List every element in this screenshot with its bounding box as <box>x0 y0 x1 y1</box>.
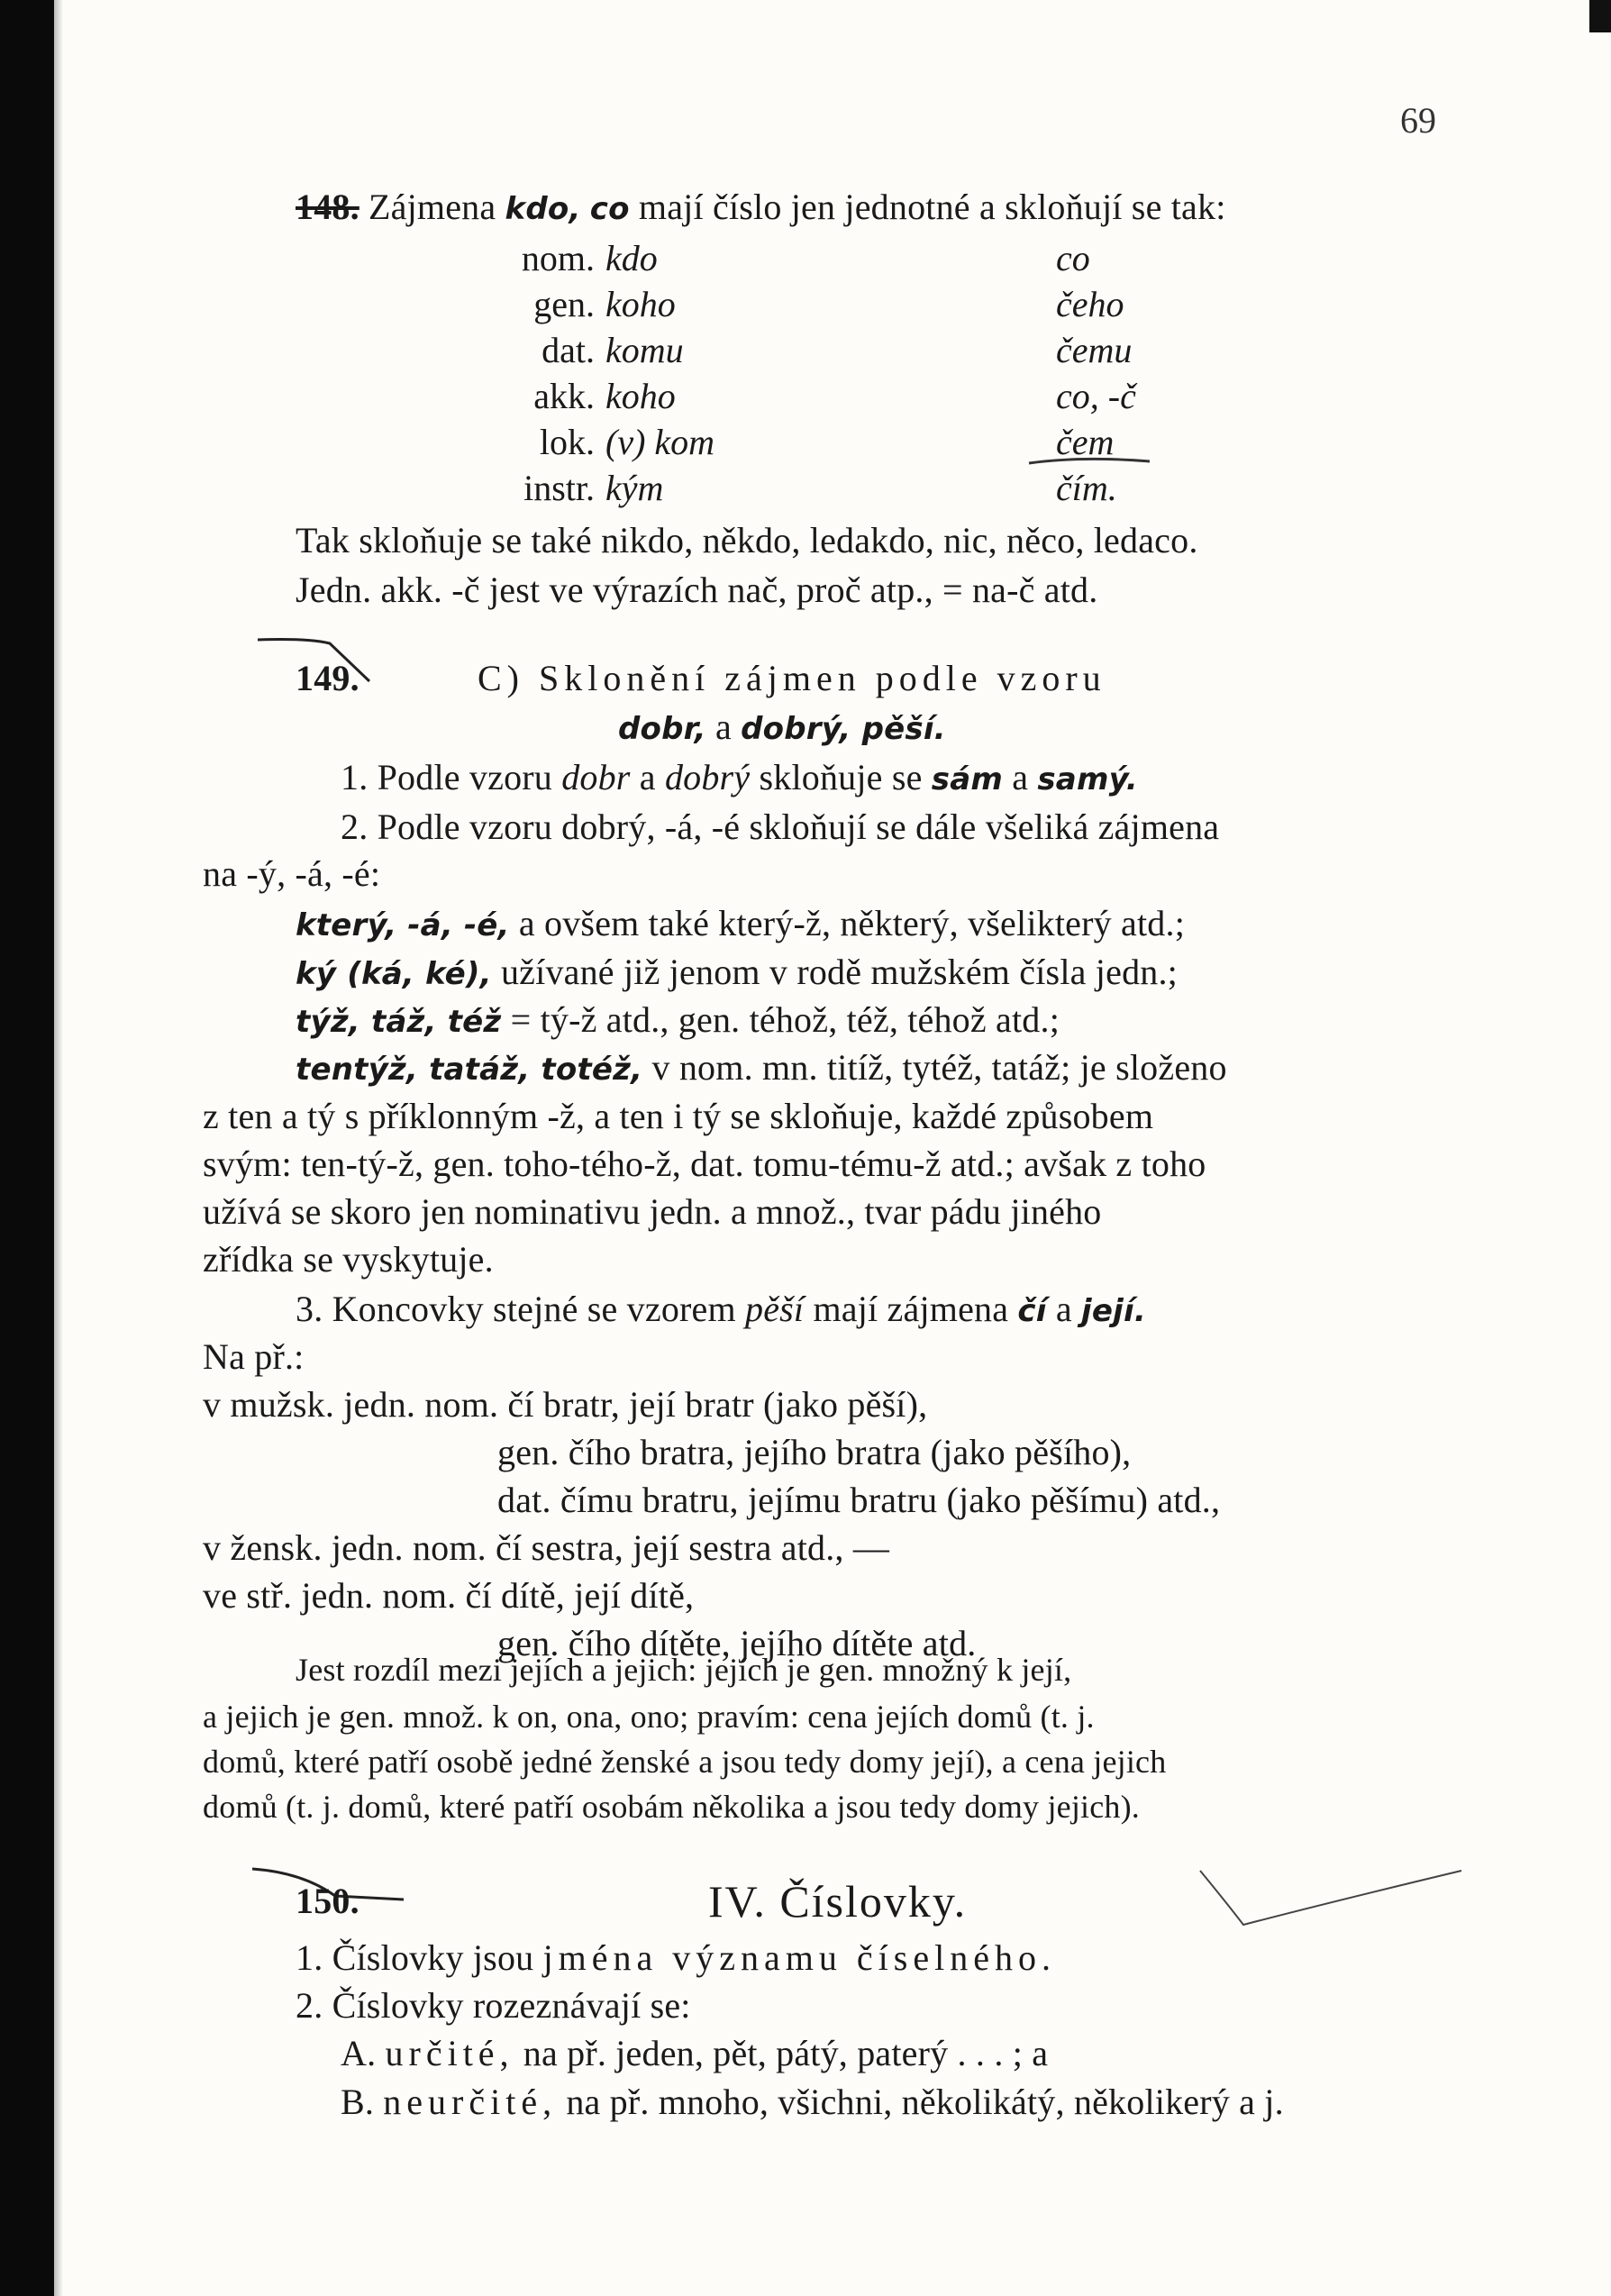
section-number: 149. <box>296 658 360 698</box>
text: a <box>1012 757 1029 797</box>
section-149-heading <box>296 656 360 701</box>
text: v nom. mn. titíž, tytéž, tatáž; je složeno <box>651 1047 1227 1088</box>
case-label: nom. <box>521 238 595 278</box>
paragraph-line <box>296 950 1178 997</box>
italic-term: dobr <box>561 757 631 797</box>
spaced-text: jména významu číselného. <box>542 1937 1056 1978</box>
bold-term: samý. <box>1037 761 1138 797</box>
paragraph-line: z ten a tý s příklonným -ž, a ten i tý se skloňuje, každé způsobem <box>203 1096 1154 1136</box>
text: na př. jeden, pět, pátý, paterý . . . ; a <box>523 2033 1049 2073</box>
section-title: IV. Číslovky. <box>708 1876 968 1927</box>
italic-term: dobrý <box>664 757 751 797</box>
paragraph-line <box>341 2080 1284 2125</box>
text: na př. mnoho, všichni, několikátý, několikerý a j. <box>566 2082 1284 2122</box>
scan-left-edge <box>0 0 54 2296</box>
note-line: Jest rozdíl mezi jejích a jejich: jejích je gen. množný k její, <box>296 1652 1072 1688</box>
kdo-form: (v) kom <box>605 422 715 462</box>
case-label: instr. <box>523 468 595 508</box>
text: užívané již jenom v rodě mužském čísla jedn.; <box>500 952 1178 992</box>
paragraph-line <box>296 998 1060 1044</box>
text: a <box>639 757 656 797</box>
paragraph-line: Tak skloňuje se také nikdo, někdo, ledakdo, nic, něco, ledaco. <box>296 520 1198 560</box>
bold-term: tentýž, tatáž, totéž, <box>296 1052 643 1088</box>
paragraph-line: na -ý, -á, -é: <box>203 853 381 894</box>
kdo-form: komu <box>605 330 684 370</box>
section-148-header <box>296 185 1226 232</box>
co-form: čeho <box>1056 284 1124 324</box>
paragraph-line <box>296 901 1185 948</box>
text: 3. Koncovky stejné se vzorem <box>296 1289 736 1329</box>
pattern-dobr: dobr, <box>618 711 706 747</box>
paragraph-line <box>341 2031 1048 2076</box>
pattern-dobry-pesi: dobrý, pěší. <box>741 711 946 747</box>
paragraph-line: Jedn. akk. -č jest ve výrazích nač, proč atp., = na-č atd. <box>296 569 1098 610</box>
note-line: domů, které patří osobě jedné ženské a jsou tedy domy její), a cena jejich <box>203 1744 1167 1780</box>
scan-top-right-corner <box>1589 0 1611 32</box>
case-label: dat. <box>542 330 595 370</box>
text: = tý-ž atd., gen. téhož, též, téhož atd.; <box>510 999 1060 1040</box>
paragraph-line: svým: ten-tý-ž, gen. toho-tého-ž, dat. tomu-tému-ž atd.; avšak z toho <box>203 1143 1206 1184</box>
intro-rest: mají číslo jen jednotné a skloňují se tak: <box>638 187 1226 227</box>
text: B. <box>341 2082 375 2122</box>
example-line: gen. čího dítěte, jejího dítěte atd. <box>497 1623 977 1663</box>
co-form: čem <box>1056 422 1115 462</box>
text: a <box>1055 1289 1072 1329</box>
case-label: akk. <box>533 376 595 416</box>
spaced-text: neurčité, <box>383 2082 558 2122</box>
example-line: dat. čímu bratru, jejímu bratru (jako pěšímu) atd., <box>497 1480 1221 1520</box>
paragraph-line <box>296 1045 1227 1092</box>
spaced-text: určité, <box>385 2033 514 2073</box>
bold-term: její. <box>1081 1293 1146 1329</box>
text: skloňuje se <box>759 757 923 797</box>
paragraph-line: Na př.: <box>203 1336 305 1377</box>
text: A. <box>341 2033 377 2073</box>
section-number: 150. <box>296 1881 360 1921</box>
note-line: a jejich je gen. množ. k on, ona, ono; pravím: cena jejích domů (t. j. <box>203 1699 1095 1735</box>
paragraph-line: zřídka se vyskytuje. <box>203 1239 494 1280</box>
paragraph-line <box>296 1936 1056 1981</box>
paragraph-1 <box>341 755 1138 802</box>
section-150-number <box>296 1879 360 1924</box>
paragraph-line: 2. Číslovky rozeznávají se: <box>296 1985 691 2026</box>
case-label: lok. <box>539 422 595 462</box>
kdo-form: koho <box>605 376 676 416</box>
co-form: co, -č <box>1056 376 1136 416</box>
page-number: 69 <box>1400 100 1436 141</box>
bold-term: týž, táž, též <box>296 1004 502 1040</box>
note-line: domů (t. j. domů, které patří osobám několika a jsou tedy domy jejich). <box>203 1789 1140 1825</box>
conjunction: a <box>714 706 732 747</box>
term-co: co <box>589 191 630 227</box>
term-kdo: kdo, <box>505 191 581 227</box>
case-label: gen. <box>533 284 595 324</box>
italic-term: pěší <box>745 1289 805 1329</box>
text: mají zájmena <box>813 1289 1009 1329</box>
pencil-curve-mark <box>1198 1865 1469 1937</box>
bold-term: ký (ká, ké), <box>296 956 492 992</box>
text: a ovšem také který-ž, některý, všelikterý atd.; <box>518 903 1186 943</box>
section-heading-line2 <box>618 705 946 752</box>
example-line: gen. čího bratra, jejího bratra (jako pěšího), <box>497 1432 1132 1472</box>
bold-term: sám <box>931 761 1003 797</box>
example-line: v mužsk. jedn. nom. čí bratr, její bratr (jako pěší), <box>203 1384 928 1425</box>
bold-term: čí <box>1017 1293 1047 1329</box>
section-heading-line1: C) Sklonění zájmen podle vzoru <box>478 658 1106 698</box>
co-form: čím. <box>1056 468 1117 508</box>
text: 1. Podle vzoru <box>341 757 552 797</box>
example-line: v žensk. jedn. nom. čí sestra, její sestra atd., — <box>203 1527 890 1568</box>
bold-term: který, -á, -é, <box>296 907 510 943</box>
kdo-form: koho <box>605 284 676 324</box>
kdo-form: kým <box>605 468 664 508</box>
co-form: čemu <box>1056 330 1133 370</box>
section-number: 148. <box>296 187 360 227</box>
text: 1. Číslovky jsou <box>296 1937 534 1978</box>
co-form: co <box>1056 238 1090 278</box>
paragraph-line: užívá se skoro jen nominativu jedn. a množ., tvar pádu jiného <box>203 1191 1102 1232</box>
paragraph-line: 2. Podle vzoru dobrý, -á, -é skloňují se dále všeliká zájmena <box>341 806 1220 847</box>
paragraph-3 <box>296 1287 1146 1334</box>
intro-text: Zájmena <box>369 187 496 227</box>
example-line: ve stř. jedn. nom. čí dítě, její dítě, <box>203 1575 695 1616</box>
kdo-form: kdo <box>605 238 658 278</box>
